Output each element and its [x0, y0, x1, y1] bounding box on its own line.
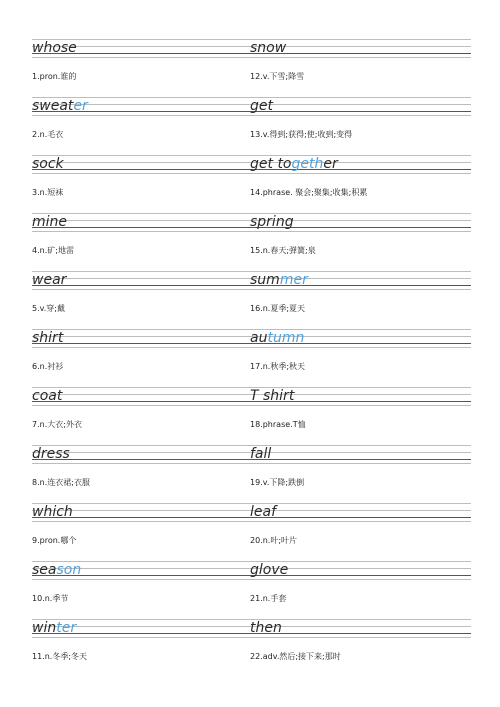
- vocab-entry: [32, 442, 253, 500]
- word-segment: dress: [32, 446, 70, 462]
- word-segment: get to: [250, 156, 292, 172]
- word-segment: sea: [32, 562, 57, 578]
- vocab-meaning: 1.pron.谁的: [32, 72, 77, 81]
- word-highlight-segment: ter: [56, 620, 77, 636]
- vocab-word: [250, 563, 288, 577]
- vocab-word: [32, 389, 62, 403]
- writing-guide-lines: [250, 616, 471, 637]
- vocab-meaning: 4.n.矿;地雷: [32, 246, 74, 255]
- vocab-entry: [250, 36, 471, 94]
- vocab-meaning: 8.n.连衣裙;衣服: [32, 478, 90, 487]
- word-segment: then: [250, 620, 282, 636]
- word-highlight-segment: tumn: [267, 330, 305, 346]
- vocab-meaning: 17.n.秋季;秋天: [250, 362, 306, 371]
- vocab-word: [250, 157, 338, 171]
- writing-guide-lines: [32, 152, 253, 173]
- vocab-word: [250, 389, 294, 403]
- writing-guide-lines: [250, 500, 471, 521]
- vocab-meaning: 14.phrase. 聚会;聚集;收集;积累: [250, 188, 368, 197]
- vocab-meaning: 18.phrase.T恤: [250, 420, 306, 429]
- vocab-word: [250, 447, 271, 461]
- vocab-word: [250, 273, 308, 287]
- vocab-entry: [250, 616, 471, 674]
- writing-guide-lines: [32, 384, 253, 405]
- vocab-word: [250, 505, 276, 519]
- word-segment: coat: [32, 388, 63, 404]
- vocab-entry: [32, 384, 253, 442]
- word-segment: leaf: [250, 504, 277, 520]
- word-segment: shirt: [32, 330, 64, 346]
- vocab-word: [32, 273, 66, 287]
- word-segment: T shirt: [250, 388, 295, 404]
- vocab-word: [32, 563, 81, 577]
- vocab-entry: [250, 326, 471, 384]
- vocab-meaning: 20.n.叶;叶片: [250, 536, 298, 545]
- word-highlight-segment: geth: [291, 156, 324, 172]
- word-highlight-segment: son: [56, 562, 82, 578]
- vocab-meaning: 6.n.衬衫: [32, 362, 64, 371]
- vocab-word: [250, 621, 282, 635]
- word-segment: mine: [32, 214, 68, 230]
- vocab-meaning: 9.pron.哪个: [32, 536, 77, 545]
- vocab-word: [32, 505, 73, 519]
- vocab-entry: [32, 152, 253, 210]
- vocab-meaning: 15.n.春天;弹簧;泉: [250, 246, 316, 255]
- vocab-meaning: 13.v.得到;获得;使;收到;变得: [250, 130, 353, 139]
- word-segment: au: [250, 330, 268, 346]
- vocab-word: [32, 621, 76, 635]
- word-segment: win: [32, 620, 57, 636]
- vocab-word: [250, 215, 294, 229]
- vocab-word: [32, 447, 70, 461]
- vocab-entry: [250, 152, 471, 210]
- vocab-meaning: 16.n.夏季;夏天: [250, 304, 306, 313]
- vocab-meaning: 2.n.毛衣: [32, 130, 64, 139]
- vocab-entry: [250, 268, 471, 326]
- vocab-entry: [250, 94, 471, 152]
- word-segment: snow: [250, 40, 287, 56]
- vocab-word: [250, 41, 286, 55]
- vocab-meaning: 5.v.穿;戴: [32, 304, 65, 313]
- word-segment: which: [32, 504, 73, 520]
- vocab-meaning: 11.n.冬季;冬天: [32, 652, 88, 661]
- vocab-word: [32, 331, 63, 345]
- vocab-entry: [250, 210, 471, 268]
- vocab-word: [32, 215, 67, 229]
- word-segment: sum: [250, 272, 280, 288]
- vocab-entry: [32, 500, 253, 558]
- writing-guide-lines: [32, 326, 253, 347]
- vocab-word: [250, 331, 304, 345]
- right-column: [250, 36, 471, 674]
- vocab-meaning: 7.n.大衣;外衣: [32, 420, 82, 429]
- vocab-entry: [32, 94, 253, 152]
- vocab-meaning: 3.n.短袜: [32, 188, 64, 197]
- word-segment: glove: [250, 562, 289, 578]
- vocab-word: [32, 99, 88, 113]
- vocab-entry: [32, 36, 253, 94]
- word-segment: spring: [250, 214, 294, 230]
- word-segment: er: [323, 156, 338, 172]
- vocab-entry: [250, 384, 471, 442]
- writing-guide-lines: [250, 442, 471, 463]
- vocab-entry: [250, 558, 471, 616]
- vocab-entry: [32, 558, 253, 616]
- vocab-word: [32, 41, 77, 55]
- vocab-meaning: 10.n.季节: [32, 594, 69, 603]
- word-segment: whose: [32, 40, 77, 56]
- left-column: [32, 36, 253, 674]
- word-highlight-segment: er: [73, 98, 88, 114]
- vocab-entry: [32, 268, 253, 326]
- vocab-entry: [32, 210, 253, 268]
- vocab-meaning: 22.adv.然后;接下来;那时: [250, 652, 341, 661]
- word-segment: sweat: [32, 98, 74, 114]
- vocab-entry: [250, 500, 471, 558]
- vocab-entry: [32, 326, 253, 384]
- vocab-word: [32, 157, 64, 171]
- vocab-entry: [250, 442, 471, 500]
- vocab-meaning: 12.v.下雪;降雪: [250, 72, 305, 81]
- word-segment: fall: [250, 446, 272, 462]
- word-highlight-segment: mer: [279, 272, 308, 288]
- word-segment: sock: [32, 156, 64, 172]
- vocab-meaning: 19.v.下降;跌倒: [250, 478, 305, 487]
- writing-guide-lines: [250, 94, 471, 115]
- word-segment: wear: [32, 272, 67, 288]
- vocab-entry: [32, 616, 253, 674]
- vocab-meaning: 21.n.手套: [250, 594, 287, 603]
- word-segment: get: [250, 98, 273, 114]
- vocab-word: [250, 99, 273, 113]
